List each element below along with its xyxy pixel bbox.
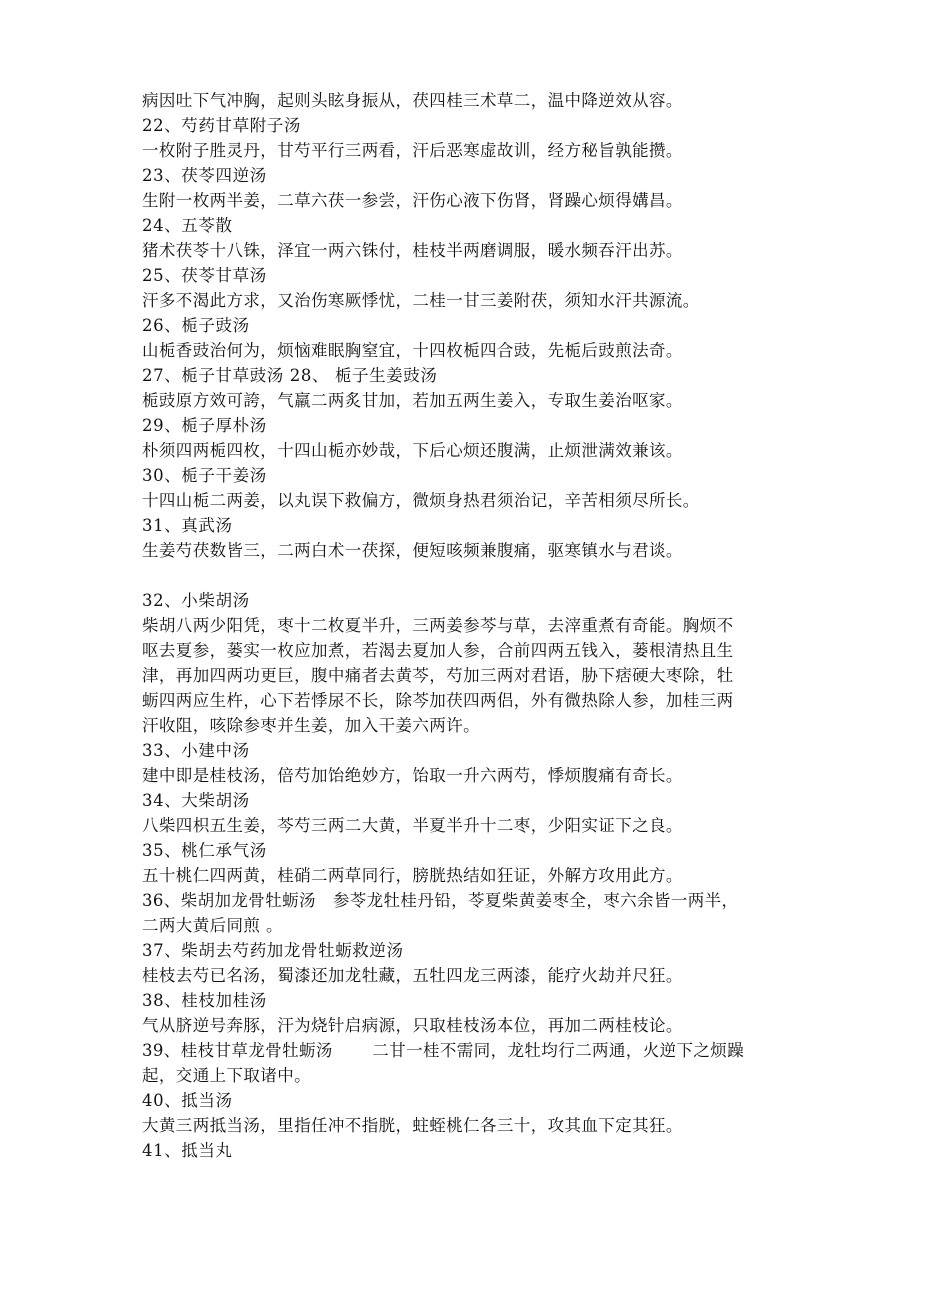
formula-heading: 26、栀子豉汤 (142, 316, 250, 335)
text-line: 39、桂枝甘草龙骨牡蛎汤 二甘一桂不需同，龙牡均行二两通，火逆下之烦躁 (142, 1041, 745, 1060)
text-line: 津，再加四两功更巨，腹中痛者去黄芩，芍加三两对君语，胁下痞硬大枣除，牡 (142, 666, 734, 685)
formula-heading: 41、抵当丸 (142, 1141, 233, 1160)
text-line: 柴胡八两少阳凭，枣十二枚夏半升，三两姜参芩与草，去滓重煮有奇能。胸烦不 (142, 616, 734, 635)
formula-heading: 25、茯苓甘草汤 (142, 266, 267, 285)
formula-heading: 23、茯苓四逆汤 (142, 166, 267, 185)
text-line: 八柴四枳五生姜，芩芍三两二大黄，半夏半升十二枣，少阳实证下之良。 (142, 816, 683, 835)
text-line: 一枚附子胜灵丹，甘芍平行三两看，汗后恶寒虚故训，经方秘旨孰能攒。 (142, 141, 683, 160)
text-line: 朴须四两栀四枚，十四山栀亦妙哉，下后心烦还腹满，止烦泄满效兼该。 (142, 441, 683, 460)
text-line: 汗收阻，咳除参枣并生姜，加入干姜六两许。 (142, 716, 480, 735)
text-line: 气从脐逆号奔豚，汗为烧针启病源，只取桂枝汤本位，再加二两桂枝论。 (142, 1016, 683, 1035)
formula-heading: 32、小柴胡汤 (142, 591, 250, 610)
formula-heading: 22、芍药甘草附子汤 (142, 116, 301, 135)
text-line: 大黄三两抵当汤，里指任冲不指胱，蛀蛭桃仁各三十，攻其血下定其狂。 (142, 1116, 683, 1135)
text-line: 猪术茯苓十八铢，泽宜一两六铢付，桂枝半两磨调服，暖水频吞汗出苏。 (142, 241, 683, 260)
text-line: 病因吐下气冲胸，起则头眩身振从，茯四桂三术草二，温中降逆效从容。 (142, 91, 683, 110)
text-block-bottom (142, 588, 830, 1163)
formula-heading: 24、五苓散 (142, 216, 233, 235)
text-line: 生附一枚两半姜，二草六茯一参尝，汗伤心液下伤肾，肾躁心烦得媾昌。 (142, 191, 683, 210)
text-block-top (142, 88, 830, 563)
formula-heading: 35、桃仁承气汤 (142, 841, 267, 860)
text-line: 五十桃仁四两黄，桂硝二两草同行，膀胱热结如狂证，外解方攻用此方。 (142, 866, 683, 885)
formula-heading: 33、小建中汤 (142, 741, 250, 760)
formula-heading: 40、抵当汤 (142, 1091, 233, 1110)
formula-heading: 37、柴胡去芍药加龙骨牡蛎救逆汤 (142, 941, 404, 960)
formula-heading: 29、栀子厚朴汤 (142, 416, 267, 435)
text-line: 桂枝去芍已名汤，蜀漆还加龙牡藏，五牡四龙三两漆，能疗火劫并尺狂。 (142, 966, 683, 985)
formula-heading: 38、桂枝加桂汤 (142, 991, 267, 1010)
text-line: 蛎四两应生杵，心下若悸尿不长，除芩加茯四两侣，外有微热除人参，加桂三两 (142, 691, 734, 710)
text-line: 生姜芍茯数皆三，二两白术一茯探，便短咳频兼腹痛，驱寒镇水与君谈。 (142, 541, 683, 560)
text-line: 汗多不渴此方求，又治伤寒厥悸忧，二桂一甘三姜附茯，须知水汗共源流。 (142, 291, 700, 310)
text-line: 栀豉原方效可誇，气羸二两炙甘加，若加五两生姜入，专取生姜治呕家。 (142, 391, 683, 410)
text-line: 建中即是桂枝汤，倍芍加饴绝妙方，饴取一升六两芍，悸烦腹痛有奇长。 (142, 766, 683, 785)
text-line: 呕去夏参，蒌实一枚应加煮，若渴去夏加人参，合前四两五钱入，蒌根清热且生 (142, 641, 734, 660)
formula-heading: 34、大柴胡汤 (142, 791, 250, 810)
text-line: 起，交通上下取诸中。 (142, 1066, 311, 1085)
formula-heading: 31、真武汤 (142, 516, 233, 535)
text-line: 山栀香豉治何为，烦恼难眠胸窒宜，十四枚栀四合豉，先栀后豉煎法奇。 (142, 341, 683, 360)
text-line: 二两大黄后同煎 。 (142, 916, 283, 935)
text-line: 十四山栀二两姜，以丸误下救偏方，微烦身热君须治记，辛苦相须尽所长。 (142, 491, 700, 510)
formula-heading: 30、栀子干姜汤 (142, 466, 267, 485)
text-line: 36、柴胡加龙骨牡蛎汤 参苓龙牡桂丹铅，苓夏柴黄姜枣全，枣六余皆一两半， (142, 891, 739, 910)
formula-heading: 27、栀子甘草豉汤 28、 栀子生姜豉汤 (142, 366, 438, 385)
blank-line (142, 563, 830, 588)
